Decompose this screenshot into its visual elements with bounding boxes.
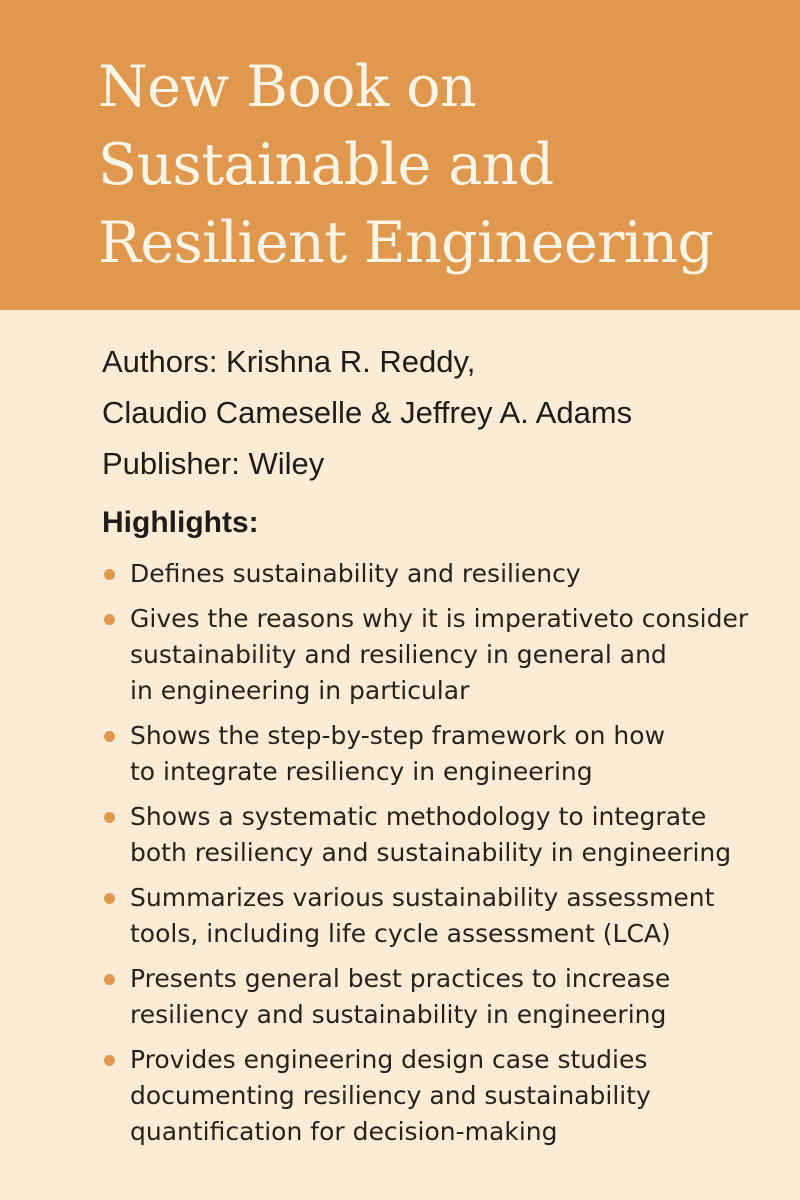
bullet-icon [104, 614, 115, 625]
title-line: Sustainable and [98, 132, 554, 198]
highlight-line: Defines sustainability and resiliency [130, 559, 581, 588]
highlight-line: Gives the reasons why it is imperativeto consider [130, 604, 749, 633]
title-banner [0, 0, 800, 310]
highlight-line: Provides engineering design case studies [130, 1045, 648, 1074]
highlight-line: to integrate resiliency in engineering [130, 757, 593, 786]
title-line: New Book on [98, 54, 477, 120]
highlight-line: Presents general best practices to increase [130, 964, 671, 993]
highlight-line: Summarizes various sustainability assessment [130, 883, 715, 912]
authors-line: Claudio Cameselle & Jeffrey A. Adams [102, 395, 633, 430]
bullet-icon [104, 1055, 115, 1066]
highlight-item [100, 718, 780, 790]
bullet-icon [104, 569, 115, 580]
highlight-line: quantification for decision-making [130, 1117, 558, 1146]
highlight-line: Shows a systematic methodology to integrate [130, 802, 707, 831]
title-line: Resilient Engineering [98, 210, 714, 276]
bullet-icon [104, 893, 115, 904]
highlight-item [100, 961, 780, 1033]
publisher-line: Publisher: Wiley [102, 446, 325, 481]
highlight-line: resiliency and sustainability in engineering [130, 1000, 667, 1029]
book-title [98, 48, 778, 282]
highlight-line: in engineering in particular [130, 676, 470, 705]
highlight-item [100, 799, 780, 871]
highlights-heading: Highlights: [102, 506, 259, 539]
bullet-icon [104, 812, 115, 823]
authors-line: Authors: Krishna R. Reddy, [102, 344, 476, 379]
highlight-item [100, 601, 780, 709]
highlight-item [100, 880, 780, 952]
highlight-line: documenting resiliency and sustainability [130, 1081, 651, 1110]
bullet-icon [104, 974, 115, 985]
highlight-line: both resiliency and sustainability in engineering [130, 838, 732, 867]
highlight-item [100, 556, 780, 592]
highlight-item [100, 1042, 780, 1150]
book-metadata [102, 336, 762, 489]
highlight-line: sustainability and resiliency in general and [130, 640, 667, 669]
bullet-icon [104, 731, 115, 742]
highlight-line: tools, including life cycle assessment (LCA) [130, 919, 671, 948]
highlight-line: Shows the step-by-step framework on how [130, 721, 666, 750]
highlights-list [100, 556, 780, 1159]
